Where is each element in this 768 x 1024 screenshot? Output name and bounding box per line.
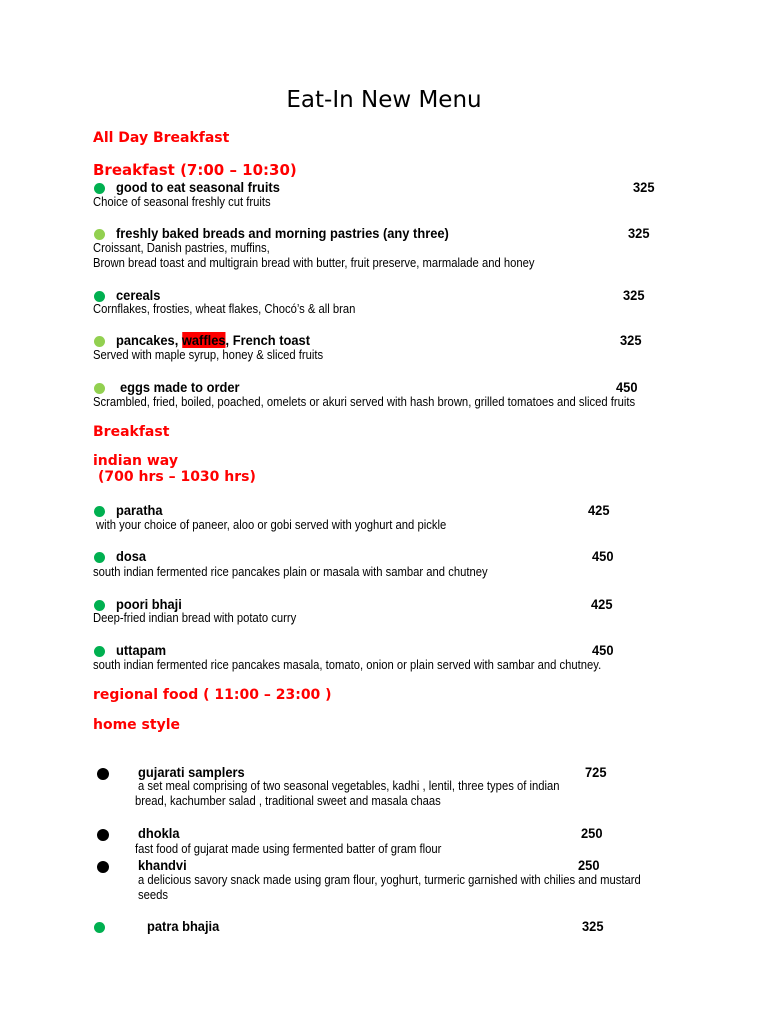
item-name-pancakes <box>116 332 310 348</box>
french-toast-text: , French toast <box>225 332 311 348</box>
item-desc-breads: Croissant, Danish pastries, muffins, <box>93 241 270 255</box>
section-home-style: home style <box>93 717 180 733</box>
bullet-dot <box>94 506 105 517</box>
bullet-dot <box>97 861 109 873</box>
bullet-dot <box>94 336 105 347</box>
item-name-fruits: good to eat seasonal fruits <box>116 179 280 195</box>
item-name-breads: freshly baked breads and morning pastries (any three) <box>116 225 449 241</box>
bullet-dot <box>94 229 105 240</box>
item-name-dosa: dosa <box>116 548 147 564</box>
item-name-gujarati: gujarati samplers <box>138 764 245 780</box>
item-name-eggs: eggs made to order <box>120 379 240 395</box>
item-name-uttapam: uttapam <box>116 642 167 658</box>
item-desc-fruits: Choice of seasonal freshly cut fruits <box>93 195 271 209</box>
item-price-cereals: 325 <box>623 287 645 303</box>
item-price-dhokla: 250 <box>581 825 603 841</box>
section-breakfast-time: Breakfast (7:00 – 10:30) <box>93 161 297 179</box>
item-price-fruits: 325 <box>633 179 655 195</box>
section-regional-food: regional food ( 11:00 – 23:00 ) <box>93 687 332 703</box>
pancakes-text: pancakes, <box>116 332 182 348</box>
item-desc-uttapam: south indian fermented rice pancakes masala, tomato, onion or plain served with sambar and chutney. <box>93 658 602 672</box>
item-desc-dhokla: fast food of gujarat made using fermented batter of gram flour <box>135 842 442 856</box>
section-indian-time: (700 hrs – 1030 hrs) <box>98 469 256 485</box>
item-price-breads: 325 <box>628 225 650 241</box>
section-all-day-breakfast: All Day Breakfast <box>93 130 230 146</box>
item-desc-pancakes: Served with maple syrup, honey & sliced fruits <box>93 348 324 362</box>
bullet-dot <box>97 768 109 780</box>
item-name-poori: poori bhaji <box>116 596 182 612</box>
item-price-uttapam: 450 <box>592 642 614 658</box>
item-name-cereals: cereals <box>116 287 161 303</box>
section-breakfast: Breakfast <box>93 424 170 440</box>
section-indian-way: indian way <box>93 453 178 469</box>
item-desc-breads-2: Brown bread toast and multigrain bread with butter, fruit preserve, marmalade and honey <box>93 256 535 270</box>
item-name-khandvi: khandvi <box>138 857 187 873</box>
item-name-patra: patra bhajia <box>147 918 220 934</box>
item-desc-paratha: with your choice of paneer, aloo or gobi served with yoghurt and pickle <box>96 518 447 532</box>
item-price-poori: 425 <box>591 596 613 612</box>
bullet-dot <box>94 183 105 194</box>
item-price-eggs: 450 <box>616 379 638 395</box>
bullet-dot <box>94 383 105 394</box>
item-price-pancakes: 325 <box>620 332 642 348</box>
bullet-dot <box>97 829 109 841</box>
bullet-dot <box>94 552 105 563</box>
item-price-dosa: 450 <box>592 548 614 564</box>
item-name-dhokla: dhokla <box>138 825 180 841</box>
item-desc-cereals: Cornflakes, frosties, wheat flakes, Chocó’s & all bran <box>93 302 356 316</box>
item-desc-gujarati: a set meal comprising of two seasonal vegetables, kadhi , lentil, three types of indian <box>138 779 560 793</box>
item-desc-dosa: south indian fermented rice pancakes plain or masala with sambar and chutney <box>93 565 488 579</box>
waffles-highlight: waffles <box>181 332 226 348</box>
page-title: Eat-In New Menu <box>286 87 482 113</box>
bullet-dot <box>94 600 105 611</box>
bullet-dot <box>94 922 105 933</box>
item-desc-eggs: Scrambled, fried, boiled, poached, omelets or akuri served with hash brown, grilled tomatoes and sliced fruits <box>93 395 636 409</box>
item-name-paratha: paratha <box>116 502 163 518</box>
bullet-dot <box>94 291 105 302</box>
bullet-dot <box>94 646 105 657</box>
item-desc-poori: Deep-fried indian bread with potato curry <box>93 611 297 625</box>
item-price-gujarati: 725 <box>585 764 607 780</box>
item-price-patra: 325 <box>582 918 604 934</box>
item-desc-khandvi-2: seeds <box>138 888 169 902</box>
item-desc-gujarati-2: bread, kachumber salad , traditional sweet and masala chaas <box>135 794 441 808</box>
item-desc-khandvi: a delicious savory snack made using gram flour, yoghurt, turmeric garnished with chilies and mustard <box>138 873 641 887</box>
item-price-paratha: 425 <box>588 502 610 518</box>
item-price-khandvi: 250 <box>578 857 600 873</box>
